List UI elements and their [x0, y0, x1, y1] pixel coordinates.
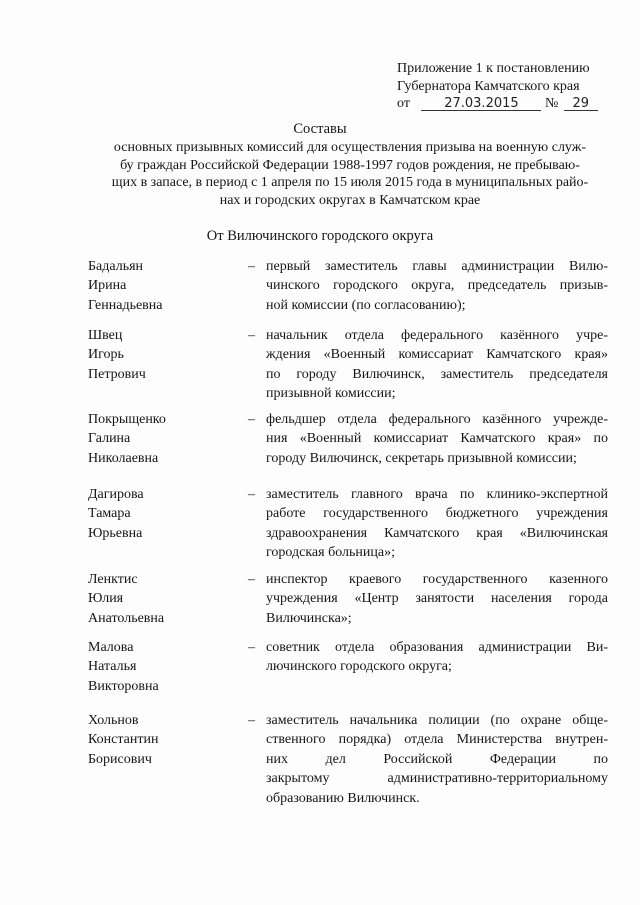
dash-separator: – — [248, 259, 255, 274]
member-role-line: ждения «Военный комиссариат Камчатского края» — [266, 347, 608, 363]
subtitle-line: основных призывных комиссий для осуществления призыва на военную служ- — [113, 140, 587, 155]
date-prefix: от — [397, 96, 410, 111]
member-name-part: Константин — [88, 732, 159, 748]
member-name-part: Анатольевна — [88, 610, 165, 626]
member-role-line: фельдшер отдела федерального казённого учрежде- — [266, 412, 608, 427]
member-role-line: ственного порядка) отдела Министерства внутрен- — [266, 732, 608, 748]
member-name-part: Борисович — [88, 751, 152, 767]
member-name-part: Юрьевна — [88, 525, 143, 541]
member-name-part: Геннадьевна — [88, 297, 163, 313]
subtitle-line: бу граждан Российской Федерации 1988-1997 годов рождения, не пребываю- — [120, 157, 580, 173]
member-name-part: Наталья — [88, 659, 137, 675]
subtitle-line: нах и городских округах в Камчатском крае — [219, 192, 481, 208]
number-value: 29 — [564, 97, 598, 111]
member-name-part: Петрович — [88, 366, 146, 382]
member-name-part: Швец — [88, 328, 123, 343]
member-name-part: Ленктис — [88, 572, 138, 587]
member-role — [266, 638, 608, 677]
member-role-line: них дел Российской Федерации по — [266, 751, 608, 767]
member-role — [266, 326, 608, 404]
appendix-header — [397, 60, 622, 113]
member-role-line: заместитель начальника полиции (по охране обще- — [266, 713, 608, 728]
member-role-line: первый заместитель главы администрации Вилю- — [266, 259, 608, 274]
appendix-date-line — [397, 95, 622, 113]
member-role — [266, 410, 608, 468]
member-name — [88, 711, 238, 769]
member-role-line: городская больница»; — [266, 545, 395, 561]
member-role-line: по городу Вилючинск, заместитель председателя — [266, 366, 608, 382]
member-role-line: начальник отдела федерального казённого учре- — [266, 328, 608, 343]
member-role-line: призывной комиссии; — [266, 386, 396, 402]
member-name-part: Бадальян — [88, 259, 144, 274]
number-prefix: № — [544, 96, 559, 111]
subtitle-line: щих в запасе, в период с 1 апреля по 15 июля 2015 года в муниципальных райо- — [111, 175, 589, 190]
member-role-line: образованию Вилючинск. — [266, 790, 420, 806]
dash-separator: – — [248, 412, 255, 427]
date-value: 27.03.2015 — [421, 97, 541, 111]
member-role — [266, 711, 608, 808]
member-role-line: работе государственного бюджетного учреждения — [266, 506, 608, 522]
member-name — [88, 638, 238, 696]
document-title: Составы — [293, 121, 347, 137]
member-name-part: Покрыщенко — [88, 412, 166, 427]
member-role-line: здравоохранения Камчатского края «Вилючинская — [266, 525, 608, 541]
member-role-line: учреждения «Центр занятости населения города — [266, 591, 608, 607]
appendix-line-1: Приложение 1 к постановлению — [397, 61, 590, 76]
dash-separator: – — [248, 713, 255, 728]
member-role-line: ния «Военный комиссариат Камчатского края» по — [266, 431, 608, 447]
member-name-part: Малова — [88, 640, 134, 655]
member-name — [88, 570, 238, 628]
member-name — [88, 485, 238, 543]
member-role-line: ной комиссии (по согласованию); — [266, 297, 466, 313]
member-role-line: советник отдела образования администрации Ви- — [266, 640, 608, 655]
member-role-line: Вилючинска»; — [266, 610, 352, 626]
member-role-line: лючинского городского округа; — [266, 659, 452, 675]
dash-separator: – — [248, 640, 255, 655]
member-name-part: Юлия — [88, 591, 124, 607]
member-role — [266, 485, 608, 563]
district-heading: От Вилючинского городского округа — [206, 228, 434, 244]
member-role-line: заместитель главного врача по клинико-экспертной — [266, 487, 608, 502]
member-name-part: Тамара — [88, 506, 131, 522]
member-name-part: Дагирова — [88, 487, 144, 502]
member-role-line: чинского городского округа, председатель призыв- — [266, 278, 608, 294]
dash-separator: – — [248, 572, 255, 587]
member-name — [88, 326, 238, 384]
dash-separator: – — [248, 328, 255, 343]
member-name-part: Игорь — [88, 347, 124, 363]
member-name-part: Галина — [88, 431, 131, 447]
member-name-part: Хольнов — [88, 713, 139, 728]
member-role — [266, 257, 608, 315]
appendix-line-2: Губернатора Камчатского края — [397, 78, 580, 94]
member-name — [88, 410, 238, 468]
member-role-line: закрытому административно-территориальному — [266, 771, 608, 787]
member-role-line: городу Вилючинск, секретарь призывной комиссии; — [266, 450, 577, 466]
member-name — [88, 257, 238, 315]
member-name-part: Ирина — [88, 278, 127, 294]
document-subtitle — [90, 139, 610, 209]
member-role-line: инспектор краевого государственного казенного — [266, 572, 608, 587]
dash-separator: – — [248, 487, 255, 502]
member-name-part: Николаевна — [88, 450, 159, 466]
member-name-part: Викторовна — [88, 678, 159, 694]
member-role — [266, 570, 608, 628]
